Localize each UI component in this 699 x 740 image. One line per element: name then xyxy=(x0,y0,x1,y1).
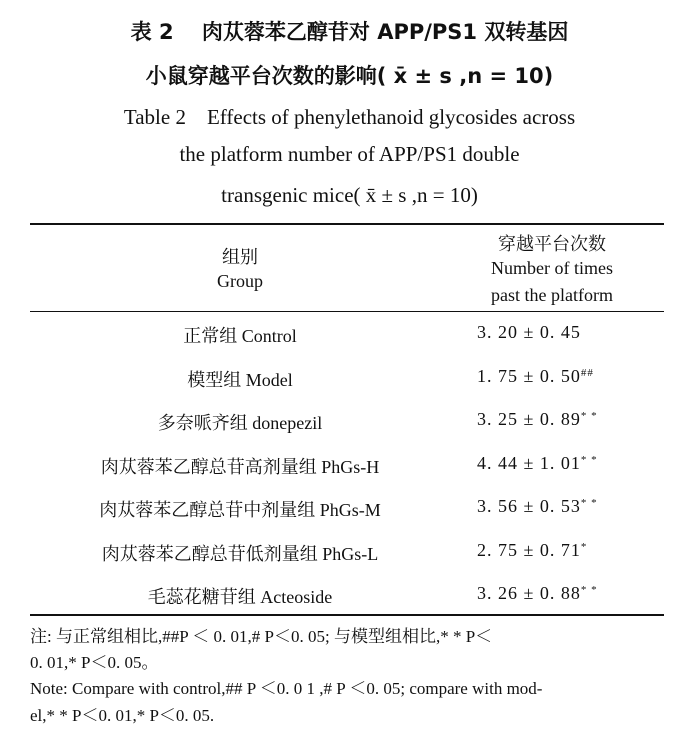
row-group: 多奈哌齐组 donepezil xyxy=(157,413,323,433)
note-cn-line2: 0. 01,* P＜0. 05。 xyxy=(30,653,159,672)
header-value-cn: 穿越平台次数 xyxy=(498,234,606,254)
row-group: 肉苁蓉苯乙醇总苷中剂量组 PhGs-M xyxy=(99,500,381,520)
header-value-en1: Number of times xyxy=(491,258,613,278)
row-group: 肉苁蓉苯乙醇总苷高剂量组 PhGs-H xyxy=(100,457,380,477)
header-group-en: Group xyxy=(217,271,263,291)
row-value xyxy=(477,540,587,561)
caption-en-line1: Table 2 Effects of phenylethanoid glycosides across xyxy=(123,105,576,129)
value-text: 1. 75 ± 0. 50 xyxy=(477,366,581,386)
value-text: 3. 26 ± 0. 88 xyxy=(477,583,581,603)
header-value-en2: past the platform xyxy=(491,285,613,305)
significance-mark: ## xyxy=(580,367,594,379)
caption-en-line2: the platform number of APP/PS1 double xyxy=(179,142,520,166)
row-value xyxy=(477,322,581,343)
note-en-line1: Note: Compare with control,## P ＜0. 0 1 ,# P ＜0. 05; compare with mod- xyxy=(30,679,543,698)
significance-mark: * * xyxy=(580,497,598,509)
note-cn-line1: 注: 与正常组相比,##P ＜ 0. 01,# P＜0. 05; 与模型组相比,* * P＜ xyxy=(30,627,493,646)
header-group-cn: 组别 xyxy=(222,247,258,267)
row-value xyxy=(477,453,598,474)
value-text: 3. 25 ± 0. 89 xyxy=(477,409,581,429)
caption-cn-line1: 表 2 肉苁蓉苯乙醇苷对 APP/PS1 双转基因 xyxy=(130,20,569,44)
significance-mark: * * xyxy=(580,410,598,422)
table-header-rule xyxy=(30,311,664,312)
note-en-line2: el,* * P＜0. 01,* P＜0. 05. xyxy=(30,706,215,725)
row-value xyxy=(477,496,598,517)
row-value xyxy=(477,366,594,387)
row-group: 毛蕊花糖苷组 Acteoside xyxy=(147,587,333,607)
table-bottom-rule xyxy=(30,614,664,616)
row-group: 模型组 Model xyxy=(187,370,293,390)
caption-en-line3: transgenic mice( x̄ ± s ,n = 10) xyxy=(221,183,478,207)
table-top-rule xyxy=(30,223,664,225)
row-group: 肉苁蓉苯乙醇总苷低剂量组 PhGs-L xyxy=(101,544,379,564)
significance-mark: * xyxy=(580,541,588,553)
significance-mark: * * xyxy=(580,584,598,596)
value-text: 3. 20 ± 0. 45 xyxy=(477,322,581,342)
row-value xyxy=(477,409,598,430)
caption-cn-line2: 小鼠穿越平台次数的影响( x̄ ± s ,n = 10) xyxy=(145,64,554,88)
significance-mark: * * xyxy=(580,454,598,466)
row-group: 正常组 Control xyxy=(183,326,297,346)
value-text: 2. 75 ± 0. 71 xyxy=(477,540,581,560)
value-text: 3. 56 ± 0. 53 xyxy=(477,496,581,516)
value-text: 4. 44 ± 1. 01 xyxy=(477,453,581,473)
row-value xyxy=(477,583,598,604)
